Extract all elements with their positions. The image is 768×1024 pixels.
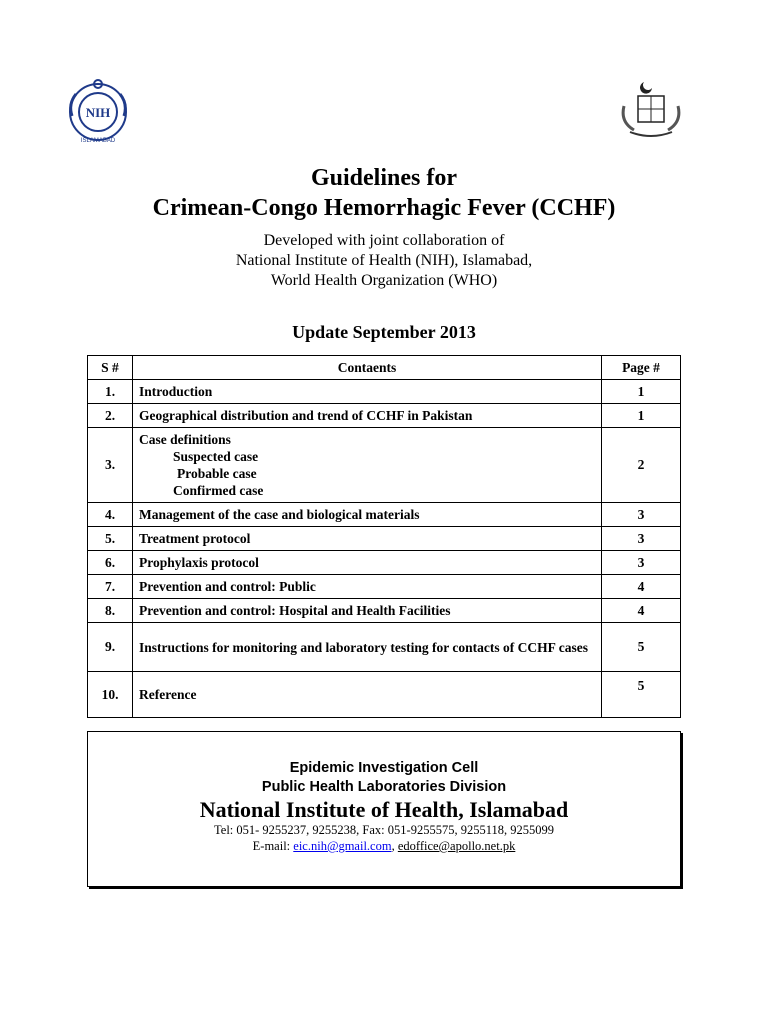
document-title-line2: Crimean-Congo Hemorrhagic Fever (CCHF) <box>152 195 616 221</box>
row-title: Treatment protocol <box>133 527 602 551</box>
government-emblem <box>614 76 688 142</box>
institute-name: National Institute of Health, Islamabad <box>199 797 569 822</box>
row-page: 3 <box>602 503 681 527</box>
contents-table <box>87 355 681 718</box>
email-link-edoffice[interactable]: edoffice@apollo.net.pk <box>397 839 516 853</box>
table-row <box>88 575 681 599</box>
row-title: Prevention and control: Hospital and Health Facilities <box>133 599 602 623</box>
row-number: 1. <box>88 380 133 404</box>
row-title-case-definitions <box>133 428 602 503</box>
row-number: 8. <box>88 599 133 623</box>
row-page: 2 <box>602 428 681 503</box>
row-page: 3 <box>602 527 681 551</box>
phone-fax: Tel: 051- 9255237, 9255238, Fax: 051-9255575, 9255118, 9255099 <box>214 823 554 837</box>
table-row <box>88 503 681 527</box>
row-number: 9. <box>88 623 133 672</box>
cell-name: Epidemic Investigation Cell <box>289 760 479 776</box>
row-title: Reference <box>133 672 602 718</box>
collaboration-line: World Health Organization (WHO) <box>270 272 498 289</box>
table-row <box>88 672 681 718</box>
row-title: Geographical distribution and trend of CCHF in Pakistan <box>133 404 602 428</box>
row-title: Prevention and control: Public <box>133 575 602 599</box>
row-title: Case definitions <box>139 432 231 447</box>
row-page: 3 <box>602 551 681 575</box>
row-page: 5 <box>602 623 681 672</box>
table-row <box>88 404 681 428</box>
row-page: 4 <box>602 575 681 599</box>
table-row <box>88 623 681 672</box>
table-row <box>88 599 681 623</box>
row-page: 1 <box>602 404 681 428</box>
column-header-sn: S # <box>88 356 133 380</box>
table-row <box>88 380 681 404</box>
case-type: Suspected case <box>173 449 259 464</box>
collaboration-note <box>0 231 768 291</box>
division-name: Public Health Laboratories Division <box>261 779 507 795</box>
table-row <box>88 551 681 575</box>
row-number: 10. <box>88 672 133 718</box>
row-number: 7. <box>88 575 133 599</box>
table-row <box>88 527 681 551</box>
row-number: 2. <box>88 404 133 428</box>
collaboration-line: National Institute of Health (NIH), Islamabad, <box>235 252 533 269</box>
update-heading: Update September 2013 <box>292 322 476 342</box>
nih-logo-caption: ISLAMABAD <box>80 138 116 144</box>
table-header-row <box>88 356 681 380</box>
row-page: 5 <box>602 672 681 718</box>
table-row <box>88 428 681 503</box>
case-type: Probable case <box>177 466 257 481</box>
email-label: E-mail: <box>252 839 294 853</box>
row-number: 4. <box>88 503 133 527</box>
contact-box <box>87 731 681 887</box>
row-title: Introduction <box>133 380 602 404</box>
email-separator: , <box>391 839 398 853</box>
email-link-eic[interactable]: eic.nih@gmail.com <box>293 839 392 853</box>
row-page: 1 <box>602 380 681 404</box>
nih-logo-text: NIH <box>85 105 111 120</box>
nih-logo <box>64 76 132 144</box>
column-header-contents: Contaents <box>133 356 602 380</box>
row-number: 3. <box>88 428 133 503</box>
row-title: Instructions for monitoring and laboratory testing for contacts of CCHF cases <box>133 623 602 672</box>
row-number: 6. <box>88 551 133 575</box>
column-header-page: Page # <box>602 356 681 380</box>
row-number: 5. <box>88 527 133 551</box>
row-page: 4 <box>602 599 681 623</box>
case-type: Confirmed case <box>173 483 264 498</box>
title-block <box>0 163 768 291</box>
document-title-line1: Guidelines for <box>310 165 457 191</box>
collaboration-line: Developed with joint collaboration of <box>263 232 505 249</box>
row-title: Prophylaxis protocol <box>133 551 602 575</box>
email-line <box>88 838 680 854</box>
row-title: Management of the case and biological materials <box>133 503 602 527</box>
